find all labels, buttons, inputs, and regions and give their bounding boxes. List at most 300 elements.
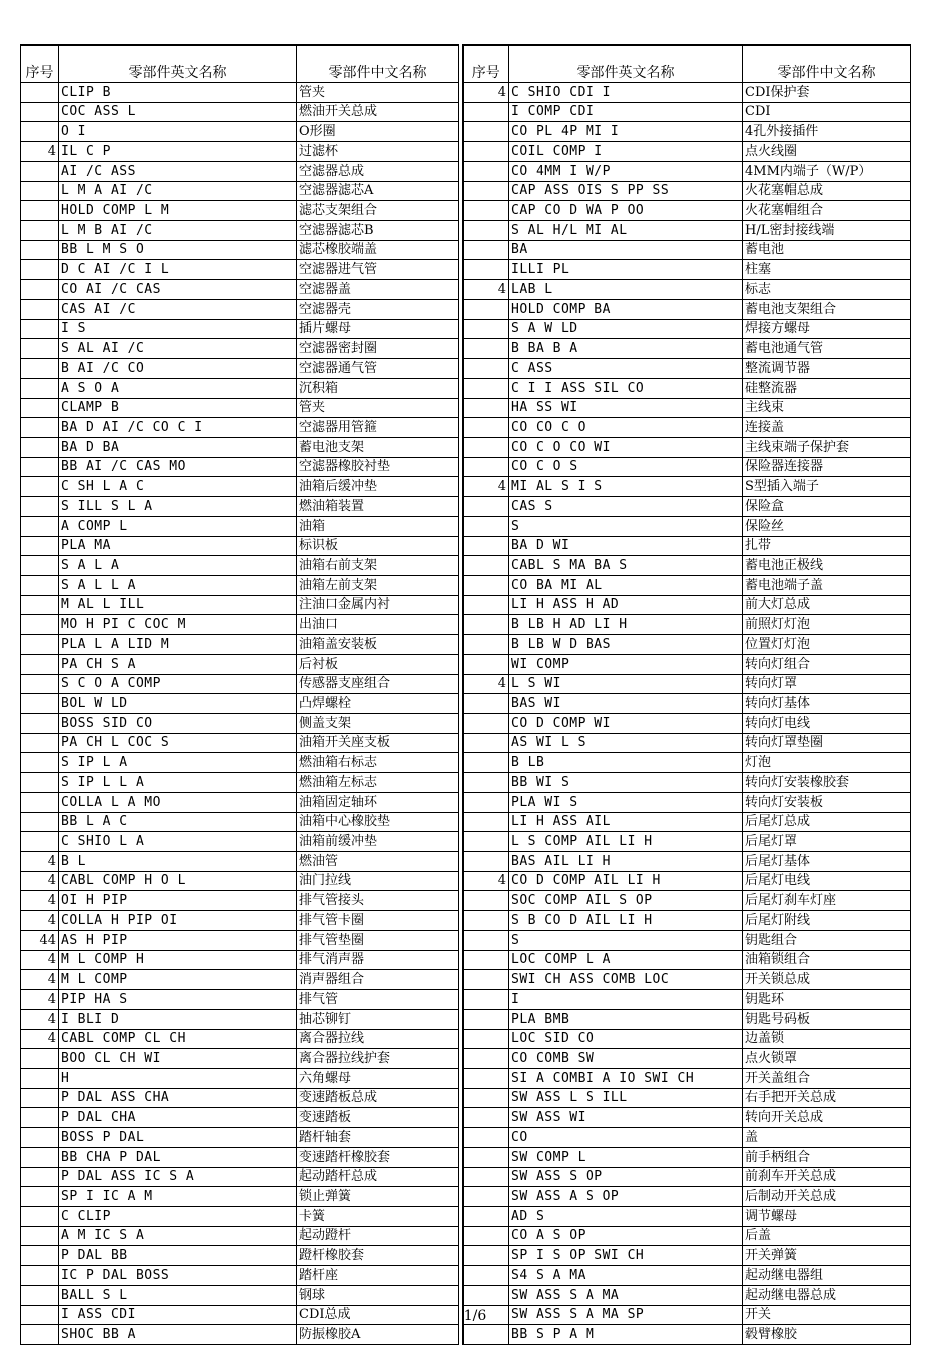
table-row: [21, 733, 911, 753]
row-number: [463, 378, 509, 398]
part-english-name: MO H PI C COC M: [59, 615, 297, 635]
part-chinese-name: 转向灯安装板: [743, 792, 911, 812]
part-chinese-name: 踏杆轴套: [297, 1128, 459, 1148]
part-chinese-name: 扎带: [743, 536, 911, 556]
part-english-name: BAS WI: [509, 694, 743, 714]
part-english-name: PLA L A LID M: [59, 635, 297, 655]
row-number: [21, 812, 59, 832]
table-row: [21, 871, 911, 891]
part-chinese-name: 转向灯基体: [743, 694, 911, 714]
part-english-name: BOSS P DAL: [59, 1128, 297, 1148]
part-chinese-name: CDI总成: [297, 1305, 459, 1325]
part-chinese-name: 转向灯安装橡胶套: [743, 773, 911, 793]
row-number: 4: [21, 852, 59, 872]
table-row: [21, 181, 911, 201]
part-chinese-name: 起动踏杆总成: [297, 1167, 459, 1187]
part-chinese-name: 4MM内端子（W/P）: [743, 161, 911, 181]
part-chinese-name: 卡簧: [297, 1206, 459, 1226]
table-row: [21, 299, 911, 319]
table-row: [21, 280, 911, 300]
part-chinese-name: 油箱盖安装板: [297, 635, 459, 655]
table-row: [21, 339, 911, 359]
part-english-name: S C O A COMP: [59, 674, 297, 694]
table-row: [21, 1167, 911, 1187]
part-english-name: C I I ASS SIL CO: [509, 378, 743, 398]
table-row: [21, 1147, 911, 1167]
row-number: [21, 792, 59, 812]
part-chinese-name: 后尾灯基体: [743, 852, 911, 872]
table-row: [21, 891, 911, 911]
part-english-name: M L COMP: [59, 970, 297, 990]
table-row: [21, 1206, 911, 1226]
part-chinese-name: 盖: [743, 1128, 911, 1148]
row-number: [463, 575, 509, 595]
part-chinese-name: 后尾灯总成: [743, 812, 911, 832]
part-chinese-name: 保险丝: [743, 516, 911, 536]
part-english-name: HOLD COMP L M: [59, 201, 297, 221]
row-number: [21, 516, 59, 536]
row-number: [463, 398, 509, 418]
row-number: [21, 201, 59, 221]
part-english-name: S: [509, 930, 743, 950]
table-row: [21, 694, 911, 714]
part-chinese-name: 开关弹簧: [743, 1246, 911, 1266]
row-number: [463, 1187, 509, 1207]
parts-table: [20, 44, 911, 1345]
part-chinese-name: 锁止弹簧: [297, 1187, 459, 1207]
row-number: [21, 1206, 59, 1226]
table-row: [21, 1128, 911, 1148]
row-number: [463, 891, 509, 911]
row-number: [463, 970, 509, 990]
part-english-name: WI COMP: [509, 654, 743, 674]
part-english-name: BB L A C: [59, 812, 297, 832]
part-english-name: S AL H/L MI AL: [509, 221, 743, 241]
part-english-name: COLLA H PIP OI: [59, 911, 297, 931]
part-english-name: I ASS CDI: [59, 1305, 297, 1325]
part-chinese-name: 空滤器用管箍: [297, 418, 459, 438]
row-number: [463, 1088, 509, 1108]
part-english-name: C SHIO CDI I: [509, 83, 743, 103]
row-number: [21, 477, 59, 497]
table-row: [21, 477, 911, 497]
row-number: [463, 635, 509, 655]
part-english-name: L M B AI /C: [59, 221, 297, 241]
part-english-name: SOC COMP AIL S OP: [509, 891, 743, 911]
table-row: [21, 950, 911, 970]
part-chinese-name: 钥匙组合: [743, 930, 911, 950]
part-chinese-name: 油箱: [297, 516, 459, 536]
part-english-name: CAS S: [509, 497, 743, 517]
row-number: [21, 615, 59, 635]
table-row: [21, 773, 911, 793]
part-english-name: SP I S OP SWI CH: [509, 1246, 743, 1266]
part-english-name: B BA B A: [509, 339, 743, 359]
part-english-name: BA D WI: [509, 536, 743, 556]
part-english-name: AS WI L S: [509, 733, 743, 753]
part-chinese-name: 毂臂橡胶: [743, 1325, 911, 1345]
part-english-name: BOO CL CH WI: [59, 1049, 297, 1069]
part-chinese-name: 过滤杯: [297, 142, 459, 162]
parts-sheet: [20, 44, 910, 1345]
row-number: [463, 1266, 509, 1286]
part-chinese-name: 踏杆座: [297, 1266, 459, 1286]
table-row: [21, 1009, 911, 1029]
row-number: [463, 437, 509, 457]
row-number: 4: [21, 911, 59, 931]
part-chinese-name: 4孔外接插件: [743, 122, 911, 142]
part-english-name: COLLA L A MO: [59, 792, 297, 812]
part-english-name: CO D COMP WI: [509, 714, 743, 734]
row-number: [21, 161, 59, 181]
row-number: [21, 1266, 59, 1286]
part-english-name: IL C P: [59, 142, 297, 162]
row-number: [21, 299, 59, 319]
part-chinese-name: 油箱开关座支板: [297, 733, 459, 753]
row-number: [21, 1325, 59, 1345]
part-chinese-name: 调节螺母: [743, 1206, 911, 1226]
part-english-name: CO: [509, 1128, 743, 1148]
part-english-name: CO D COMP AIL LI H: [509, 871, 743, 891]
part-chinese-name: 空滤器盖: [297, 280, 459, 300]
part-chinese-name: 防振橡胶A: [297, 1325, 459, 1345]
part-chinese-name: 起动继电器组: [743, 1266, 911, 1286]
part-english-name: H: [59, 1068, 297, 1088]
part-english-name: BA: [509, 240, 743, 260]
table-row: [21, 930, 911, 950]
part-chinese-name: 主线束端子保护套: [743, 437, 911, 457]
part-chinese-name: 传感器支座组合: [297, 674, 459, 694]
row-number: [21, 556, 59, 576]
part-english-name: SW ASS S OP: [509, 1167, 743, 1187]
row-number: [463, 142, 509, 162]
part-english-name: S IP L A: [59, 753, 297, 773]
part-chinese-name: 标识板: [297, 536, 459, 556]
part-english-name: A M IC S A: [59, 1226, 297, 1246]
part-chinese-name: 离合器拉线护套: [297, 1049, 459, 1069]
row-number: [463, 990, 509, 1010]
part-chinese-name: 油箱锁组合: [743, 950, 911, 970]
row-number: [21, 1147, 59, 1167]
part-chinese-name: 开关锁总成: [743, 970, 911, 990]
part-chinese-name: 后尾灯附线: [743, 911, 911, 931]
part-english-name: BB WI S: [509, 773, 743, 793]
part-english-name: C ASS: [509, 359, 743, 379]
row-number: [463, 1147, 509, 1167]
row-number: [463, 299, 509, 319]
part-english-name: OI H PIP: [59, 891, 297, 911]
row-number: [463, 911, 509, 931]
part-chinese-name: 保险器连接器: [743, 457, 911, 477]
part-english-name: CAP ASS OIS S PP SS: [509, 181, 743, 201]
part-chinese-name: 点火锁罩: [743, 1049, 911, 1069]
part-chinese-name: 侧盖支架: [297, 714, 459, 734]
part-chinese-name: 排气消声器: [297, 950, 459, 970]
part-english-name: LOC SID CO: [509, 1029, 743, 1049]
part-chinese-name: 蹬杆橡胶套: [297, 1246, 459, 1266]
part-english-name: B LB W D BAS: [509, 635, 743, 655]
row-number: [21, 339, 59, 359]
part-english-name: CABL COMP CL CH: [59, 1029, 297, 1049]
part-english-name: SW ASS S A MA: [509, 1285, 743, 1305]
table-row: [21, 161, 911, 181]
row-number: [463, 753, 509, 773]
part-english-name: CABL COMP H O L: [59, 871, 297, 891]
row-number: 4: [21, 950, 59, 970]
part-english-name: LI H ASS AIL: [509, 812, 743, 832]
part-english-name: M L COMP H: [59, 950, 297, 970]
part-english-name: PLA MA: [59, 536, 297, 556]
row-number: [463, 812, 509, 832]
table-row: [21, 1246, 911, 1266]
part-chinese-name: 抽芯铆钉: [297, 1009, 459, 1029]
part-english-name: LOC COMP L A: [509, 950, 743, 970]
part-chinese-name: 油箱中心橡胶垫: [297, 812, 459, 832]
part-english-name: BOL W LD: [59, 694, 297, 714]
part-english-name: SW ASS L S ILL: [509, 1088, 743, 1108]
part-chinese-name: 转向灯罩垫圈: [743, 733, 911, 753]
part-english-name: SI A COMBI A IO SWI CH: [509, 1068, 743, 1088]
part-english-name: L M A AI /C: [59, 181, 297, 201]
row-number: [21, 1187, 59, 1207]
table-row: [21, 516, 911, 536]
row-number: [21, 1285, 59, 1305]
table-row: [21, 595, 911, 615]
part-chinese-name: 燃油管: [297, 852, 459, 872]
row-number: [21, 181, 59, 201]
part-chinese-name: 后尾灯刹车灯座: [743, 891, 911, 911]
part-chinese-name: 燃油开关总成: [297, 102, 459, 122]
part-english-name: AI /C ASS: [59, 161, 297, 181]
row-number: [21, 1088, 59, 1108]
part-chinese-name: 标志: [743, 280, 911, 300]
table-row: [21, 240, 911, 260]
part-english-name: S A L L A: [59, 575, 297, 595]
row-number: 4: [463, 674, 509, 694]
part-chinese-name: 右手把开关总成: [743, 1088, 911, 1108]
part-chinese-name: 柱塞: [743, 260, 911, 280]
table-row: [21, 359, 911, 379]
row-number: [21, 102, 59, 122]
parts-table-body: [21, 45, 911, 1345]
row-number: [463, 1226, 509, 1246]
part-chinese-name: 油箱右前支架: [297, 556, 459, 576]
part-english-name: CO AI /C CAS: [59, 280, 297, 300]
part-chinese-name: 变速踏板总成: [297, 1088, 459, 1108]
part-english-name: BB L M S O: [59, 240, 297, 260]
row-number: [463, 260, 509, 280]
part-english-name: PLA WI S: [509, 792, 743, 812]
part-english-name: CO COMB SW: [509, 1049, 743, 1069]
row-number: [21, 753, 59, 773]
part-chinese-name: 沉积箱: [297, 378, 459, 398]
table-row: [21, 753, 911, 773]
part-english-name: CLAMP B: [59, 398, 297, 418]
row-number: [463, 1009, 509, 1029]
row-number: 44: [21, 930, 59, 950]
part-english-name: BA D BA: [59, 437, 297, 457]
part-english-name: PLA BMB: [509, 1009, 743, 1029]
part-english-name: I S: [59, 319, 297, 339]
part-english-name: S AL AI /C: [59, 339, 297, 359]
part-chinese-name: 后尾灯电线: [743, 871, 911, 891]
row-number: [21, 437, 59, 457]
part-chinese-name: 空滤器密封圈: [297, 339, 459, 359]
part-chinese-name: CDI保护套: [743, 83, 911, 103]
part-english-name: CO C O S: [509, 457, 743, 477]
table-row: [21, 832, 911, 852]
part-chinese-name: 空滤器进气管: [297, 260, 459, 280]
header-cn-left: 零部件中文名称: [297, 45, 459, 83]
row-number: [463, 418, 509, 438]
part-chinese-name: 焊接方螺母: [743, 319, 911, 339]
table-row: [21, 1088, 911, 1108]
part-english-name: C SH L A C: [59, 477, 297, 497]
header-no-right: 序号: [463, 45, 509, 83]
row-number: [463, 319, 509, 339]
part-english-name: HOLD COMP BA: [509, 299, 743, 319]
part-chinese-name: 排气管卡圈: [297, 911, 459, 931]
part-english-name: I: [509, 990, 743, 1010]
table-row: [21, 437, 911, 457]
table-row: [21, 497, 911, 517]
row-number: [463, 1029, 509, 1049]
table-row: [21, 556, 911, 576]
table-row: [21, 201, 911, 221]
part-chinese-name: 蓄电池: [743, 240, 911, 260]
table-row: [21, 536, 911, 556]
table-row: [21, 457, 911, 477]
row-number: [463, 1285, 509, 1305]
row-number: [21, 1049, 59, 1069]
part-chinese-name: 油箱后缓冲垫: [297, 477, 459, 497]
part-english-name: P DAL BB: [59, 1246, 297, 1266]
row-number: [463, 240, 509, 260]
part-chinese-name: 油箱左前支架: [297, 575, 459, 595]
part-english-name: S A L A: [59, 556, 297, 576]
part-english-name: ILLI PL: [509, 260, 743, 280]
part-chinese-name: 后尾灯罩: [743, 832, 911, 852]
part-chinese-name: 空滤器通气管: [297, 359, 459, 379]
table-row: [21, 319, 911, 339]
part-english-name: BA D AI /C CO C I: [59, 418, 297, 438]
row-number: [21, 575, 59, 595]
row-number: [21, 240, 59, 260]
row-number: 4: [21, 891, 59, 911]
part-chinese-name: 钥匙号码板: [743, 1009, 911, 1029]
table-row: [21, 615, 911, 635]
part-chinese-name: 起动继电器总成: [743, 1285, 911, 1305]
part-english-name: BALL S L: [59, 1285, 297, 1305]
row-number: [21, 122, 59, 142]
part-chinese-name: 空滤器橡胶衬垫: [297, 457, 459, 477]
part-chinese-name: 边盖锁: [743, 1029, 911, 1049]
part-chinese-name: 滤芯支架组合: [297, 201, 459, 221]
table-row: [21, 654, 911, 674]
row-number: 4: [21, 990, 59, 1010]
part-chinese-name: 开关: [743, 1305, 911, 1325]
row-number: [21, 1108, 59, 1128]
row-number: [463, 122, 509, 142]
row-number: [463, 773, 509, 793]
table-row: [21, 1187, 911, 1207]
row-number: [463, 1049, 509, 1069]
part-english-name: CO PL 4P MI I: [509, 122, 743, 142]
part-chinese-name: 连接盖: [743, 418, 911, 438]
part-chinese-name: 燃油箱右标志: [297, 753, 459, 773]
part-chinese-name: 空滤器滤芯A: [297, 181, 459, 201]
row-number: 4: [21, 1029, 59, 1049]
part-english-name: A COMP L: [59, 516, 297, 536]
part-chinese-name: 消声器组合: [297, 970, 459, 990]
row-number: [21, 280, 59, 300]
table-row: [21, 792, 911, 812]
part-chinese-name: 硅整流器: [743, 378, 911, 398]
part-chinese-name: 插片螺母: [297, 319, 459, 339]
part-chinese-name: 排气管接头: [297, 891, 459, 911]
part-english-name: BB S P A M: [509, 1325, 743, 1345]
row-number: [463, 556, 509, 576]
part-english-name: MI AL S I S: [509, 477, 743, 497]
row-number: [21, 832, 59, 852]
table-row: [21, 714, 911, 734]
header-en-left: 零部件英文名称: [59, 45, 297, 83]
part-chinese-name: 空滤器滤芯B: [297, 221, 459, 241]
row-number: [21, 733, 59, 753]
table-row: [21, 635, 911, 655]
row-number: [463, 733, 509, 753]
row-number: [21, 714, 59, 734]
part-english-name: I BLI D: [59, 1009, 297, 1029]
part-chinese-name: 出油口: [297, 615, 459, 635]
part-english-name: D C AI /C I L: [59, 260, 297, 280]
table-row: [21, 102, 911, 122]
part-english-name: O I: [59, 122, 297, 142]
row-number: [463, 516, 509, 536]
header-no-left: 序号: [21, 45, 59, 83]
part-english-name: S B CO D AIL LI H: [509, 911, 743, 931]
part-chinese-name: 前刹车开关总成: [743, 1167, 911, 1187]
part-chinese-name: 前大灯总成: [743, 595, 911, 615]
row-number: [21, 83, 59, 103]
row-number: [21, 319, 59, 339]
part-chinese-name: 管夹: [297, 398, 459, 418]
part-english-name: AS H PIP: [59, 930, 297, 950]
part-english-name: SP I IC A M: [59, 1187, 297, 1207]
row-number: [21, 595, 59, 615]
table-row: [21, 122, 911, 142]
part-chinese-name: 位置灯灯泡: [743, 635, 911, 655]
row-number: [463, 950, 509, 970]
table-row: [21, 1266, 911, 1286]
row-number: [21, 398, 59, 418]
row-number: [463, 1167, 509, 1187]
part-english-name: LI H ASS H AD: [509, 595, 743, 615]
row-number: [463, 457, 509, 477]
row-number: [463, 161, 509, 181]
part-chinese-name: 开关盖组合: [743, 1068, 911, 1088]
header-en-right: 零部件英文名称: [509, 45, 743, 83]
row-number: [463, 497, 509, 517]
row-number: [21, 773, 59, 793]
part-english-name: B LB H AD LI H: [509, 615, 743, 635]
page-number: 1/6: [463, 1308, 487, 1324]
part-english-name: HA SS WI: [509, 398, 743, 418]
part-chinese-name: 燃油箱装置: [297, 497, 459, 517]
row-number: [463, 221, 509, 241]
part-chinese-name: 火花塞帽组合: [743, 201, 911, 221]
part-chinese-name: 滤芯橡胶端盖: [297, 240, 459, 260]
